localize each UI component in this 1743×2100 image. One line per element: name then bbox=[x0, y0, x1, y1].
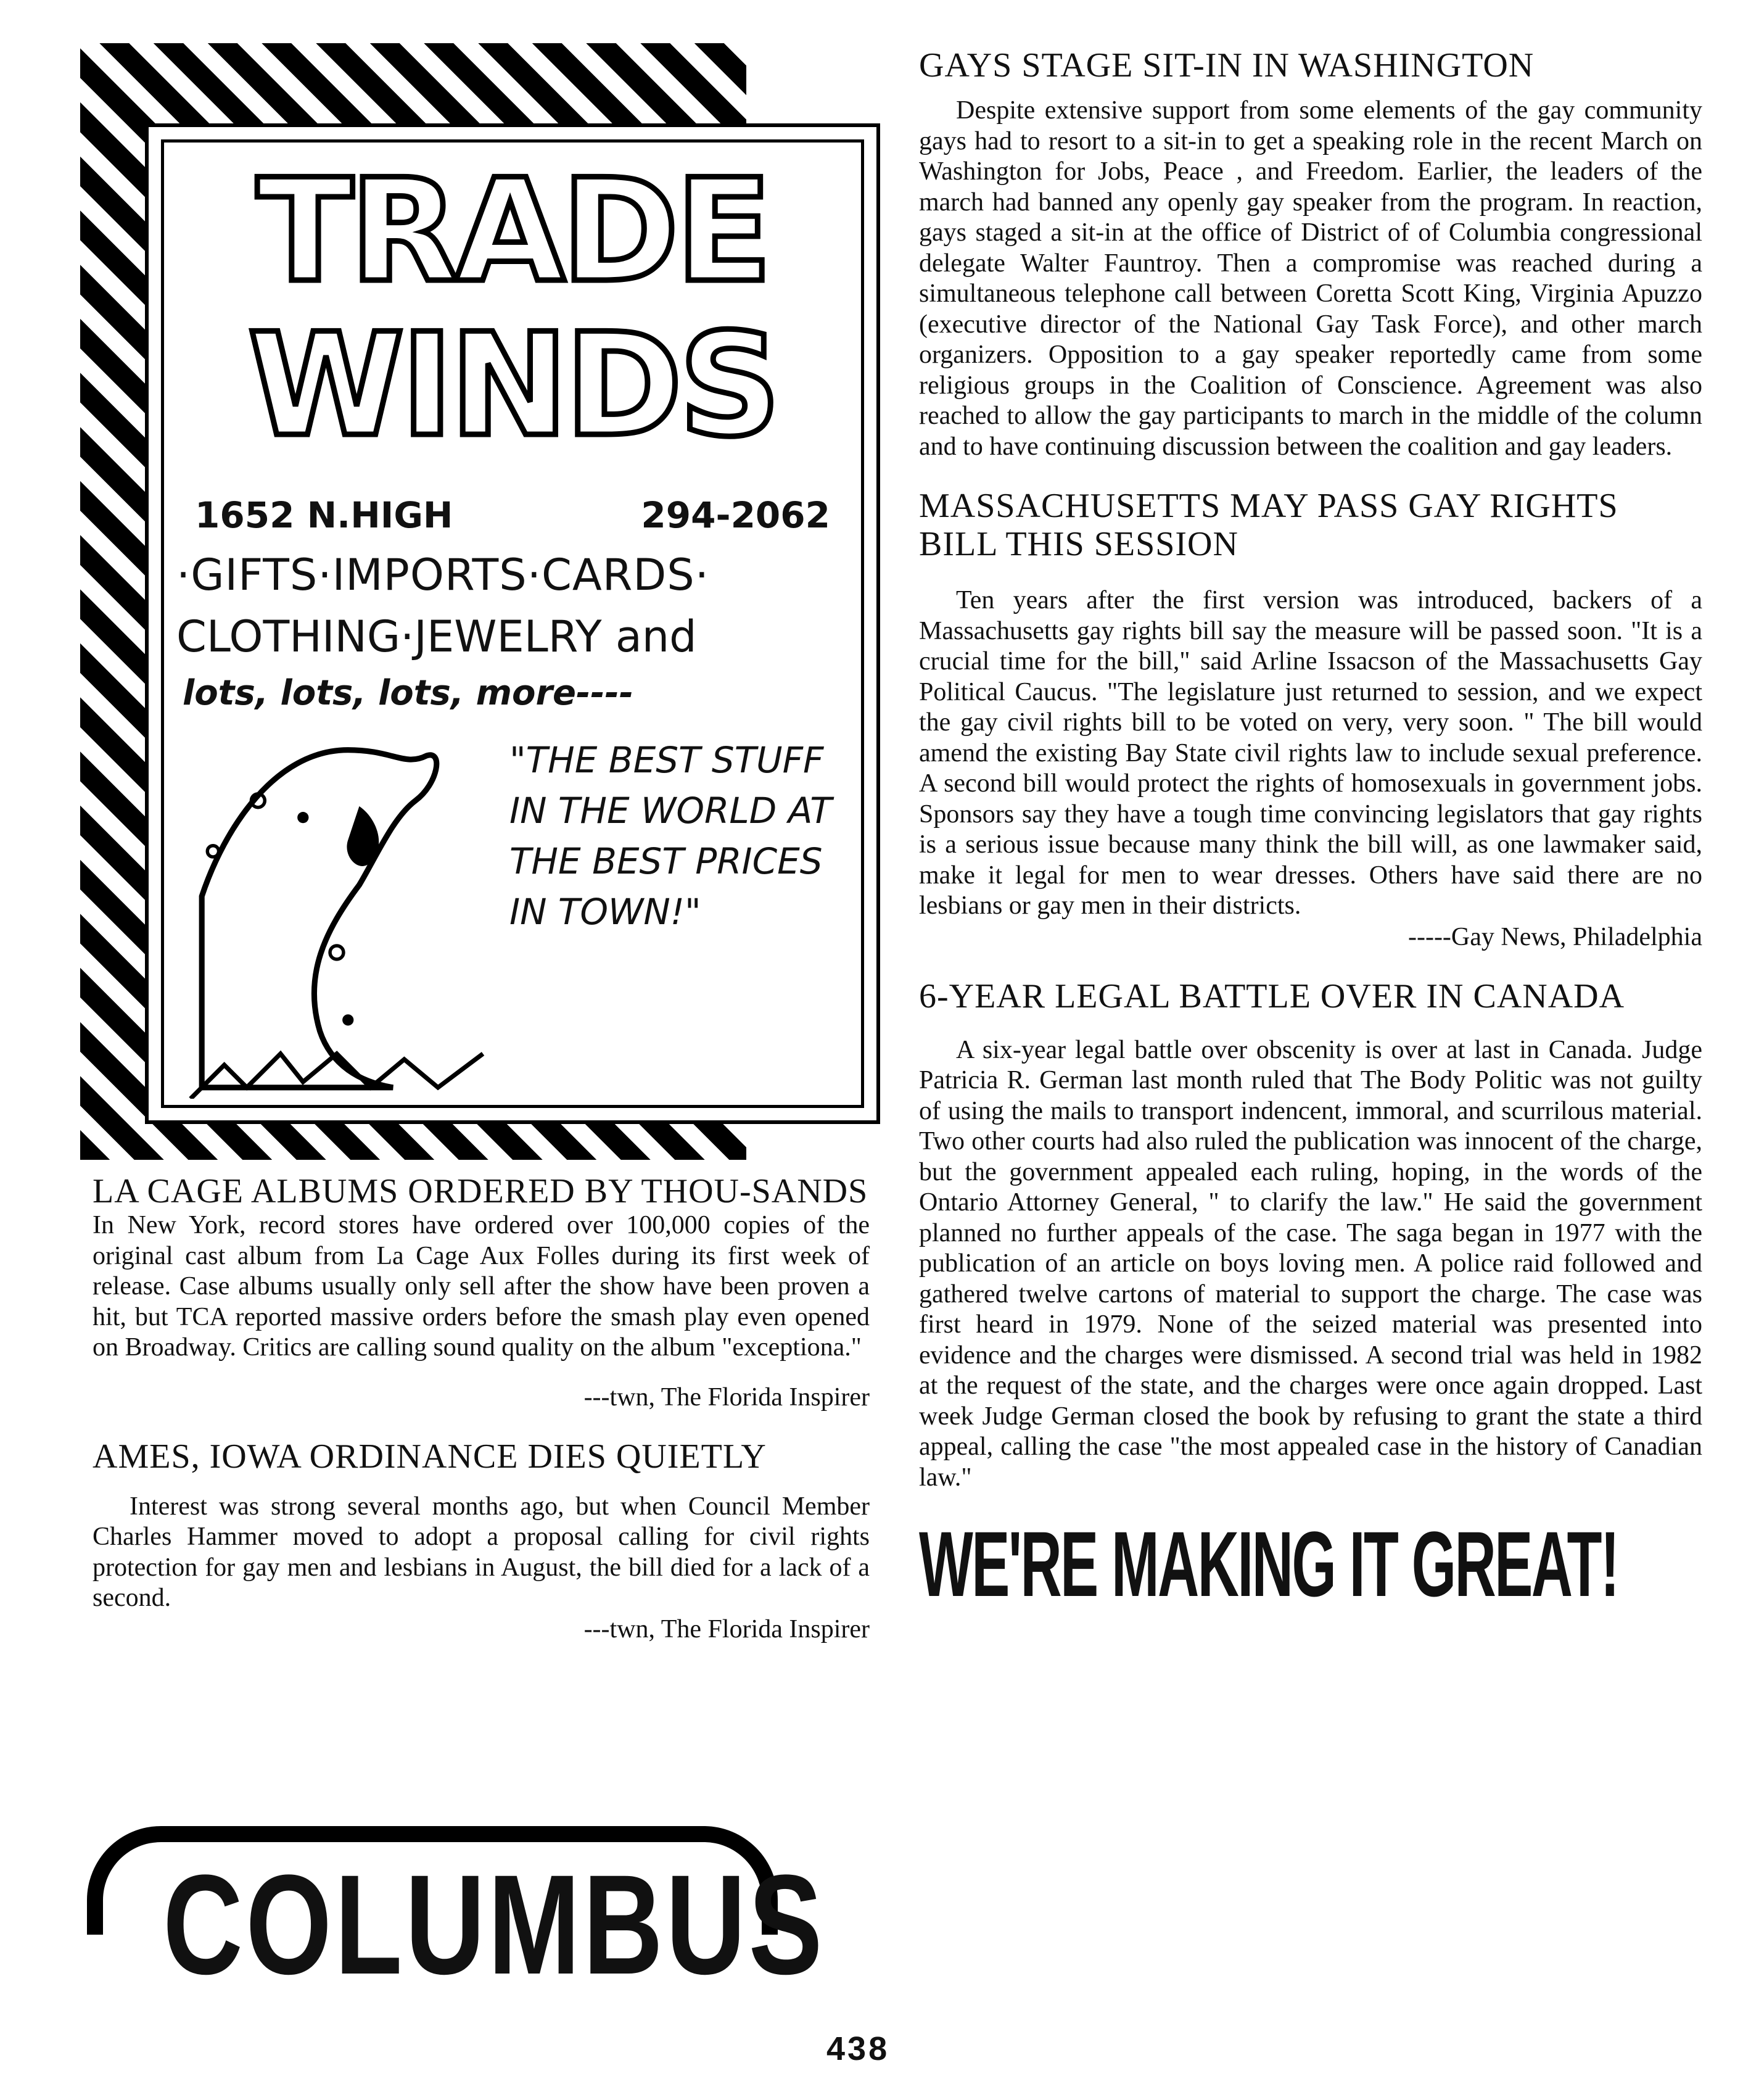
article-body: In New York, record stores have ordered over 100,000 copies of the original cast album from La Cage Aux Folles during its first week of release. Case albums usually only sell after the show have been proven a hit, but TCA reported massive orders before the smash play even opened on Broadway. Critics are calling sound quality on the album "exceptiona." bbox=[93, 1211, 870, 1362]
article-body: A six-year legal battle over obscenity is over at last in Canada. Judge Patricia R. German last month ruled that The Body Politic was not guilty of using the mails to transport indencent, immoral, and scurrilous material. Two other courts had also ruled the publication was innocent of the charge, but the government appealed each ruling, hoping, in the words of the Ontario Attorney General, " to clarify the law." He said the government planned no further appeals of the case. The saga began in 1977 with the publication of an article on boys loving men. A police raid followed and gathered twelve cartons of material to support the charge. The case was first heard in 1979. None of the seized material was presented into evidence and the charges were dismissed. A second trial was held in 1982 at the request of the state, and the charges were once again dropped. Last week Judge German closed the book by refusing to grant the state a third appeal, calling the case "the most appealed case in the history of Canadian law." bbox=[919, 1035, 1702, 1492]
article-body: Ten years after the first version was introduced, backers of a Massachusetts gay rights bill say the measure will be passed soon. "It is a crucial time for the bill," said Arline Issacson of the Massachusetts Gay Political Caucus. "The legislature just returned to session, and we expect the gay civil rights bill to be voted on very, very soon. " The bill would amend the existing Bay State civil rights law to include sexual preference. A second bill would protect the rights of homosexuals in government jobs. Sponsors say they have a tough time convincing legislators that gay rights is a serious issue because many think the bill will, as one lawmaker said, make it legal for men to wear dresses. Others have said there are no lesbians or gay men in their districts. bbox=[919, 586, 1702, 920]
article-canada bbox=[919, 977, 1702, 1494]
article-body: Interest was strong several months ago, but when Council Member Charles Hammer moved to adopt a proposal calling for civil rights protection for gay men and lesbians in August, the bill died for a lack of a second. bbox=[93, 1492, 870, 1612]
article-headline: 6-YEAR LEGAL BATTLE OVER IN CANADA bbox=[919, 977, 1625, 1015]
page-number: 438 bbox=[826, 2030, 890, 2067]
ad-quote: "THE BEST STUFF IN THE WORLD AT THE BEST PRICES IN TOWN!" bbox=[509, 739, 832, 933]
article-credit: -----Gay News, Philadelphia bbox=[1407, 922, 1702, 951]
ad-title-winds: WINDS bbox=[247, 304, 778, 468]
logo-text: COLUMBUS bbox=[163, 1845, 826, 2004]
ad-products-line2: CLOTHING·JEWELRY and bbox=[176, 611, 697, 662]
left-column bbox=[93, 1172, 870, 1645]
ad-products-line1: ·GIFTS·IMPORTS·CARDS· bbox=[176, 550, 709, 600]
article-washington-sit-in bbox=[919, 46, 1702, 462]
ad-products-line3: lots, lots, lots, more---- bbox=[183, 673, 634, 713]
article-headline: LA CAGE ALBUMS ORDERED BY THOU-SANDS bbox=[93, 1172, 868, 1210]
article-headline: AMES, IOWA ORDINANCE DIES QUIETLY bbox=[93, 1437, 767, 1476]
wave-illustration-icon bbox=[176, 716, 497, 1099]
ad-title-trade: TRADE bbox=[256, 149, 769, 314]
ad-phone: 294-2062 bbox=[641, 494, 830, 536]
ad-address: 1652 N.HIGH bbox=[195, 494, 453, 536]
article-headline: GAYS STAGE SIT-IN IN WASHINGTON bbox=[919, 46, 1535, 85]
article-ames-iowa bbox=[93, 1437, 870, 1645]
article-credit: ---twn, The Florida Inspirer bbox=[583, 1383, 870, 1412]
trade-winds-advertisement bbox=[145, 123, 880, 1124]
article-massachusetts bbox=[919, 487, 1702, 953]
ad-content bbox=[161, 139, 864, 1108]
article-headline: MASSACHUSETTS MAY PASS GAY RIGHTS BILL THIS SESSION bbox=[919, 487, 1618, 563]
right-column bbox=[919, 46, 1702, 1616]
columbus-logo bbox=[87, 1826, 826, 2004]
article-la-cage bbox=[93, 1172, 870, 1413]
article-body: Despite extensive support from some elements of the gay community gays had to resort to a sit-in to get a speaking role in the recent March on Washington for Jobs, Peace , and Freedom. Earlier, the leaders of the march had banned any openly gay speaker from the program. In reaction, gays staged a sit-in at the office of District of of Columbia congressional delegate Walter Fauntroy. Then a compromise was reached during a simultaneous telephone call between Coretta Scott King, Virginia Apuzzo (executive director of the National Gay Task Force), and other march organizers. Opposition to a gay speaker reportedly came from some religious groups in the Coalition of Conscience. Agreement was also reached to allow the gay participants to march in the middle of the column and to have continuing discussion between the coalition and gay leaders. bbox=[919, 96, 1702, 461]
article-credit: ---twn, The Florida Inspirer bbox=[583, 1614, 870, 1643]
slogan: WE'RE MAKING IT GREAT! bbox=[919, 1512, 1618, 1616]
